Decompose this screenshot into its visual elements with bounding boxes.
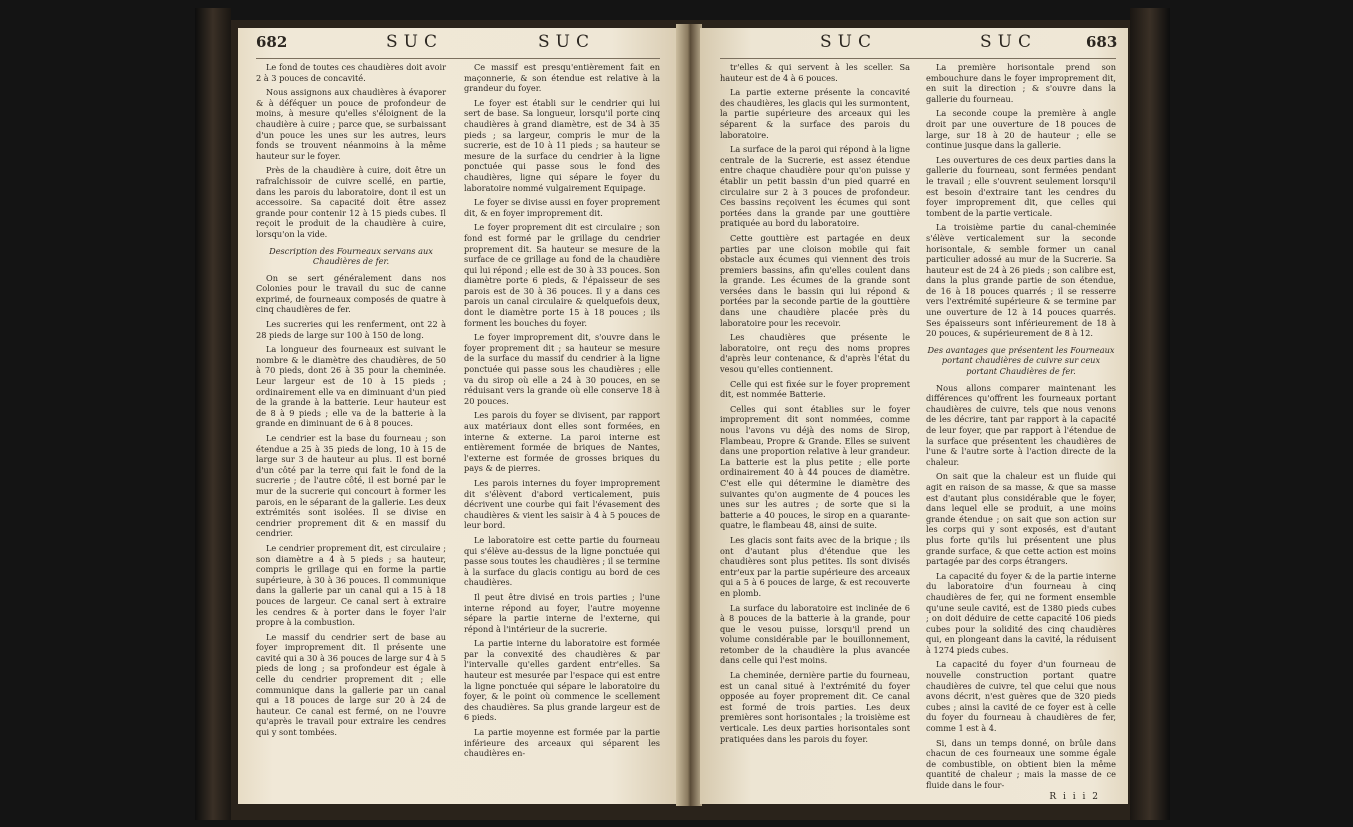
right-header-col2: SUC [980,32,1037,52]
right-page [700,28,1128,804]
right-column-1 [720,62,910,748]
paragraph: La partie interne du laboratoire est formée par la convexité des chaudières & par l'intervalle qu'elles gardent entr'elles. Sa hauteur est mesurée par l'espace qui est entre la ligne ponctuée qui sépare le laboratoire du foyer, & le point où commence le scellement des chaudières. Sa plus grande largeur est de 6 pieds. [464,638,660,723]
left-column-1 [256,62,446,742]
left-page-number: 682 [256,33,288,51]
paragraph: Il peut être divisé en trois parties ; l'une interne répond au foyer, l'autre moyenne sépare la partie interne de l'externe, qui répond à l'intérieur de la sucrerie. [464,591,660,634]
signature-mark: R i i i 2 [1049,792,1100,802]
left-column-2 [464,62,660,763]
paragraph: Les chaudières que présente le laboratoire, ont reçu des noms propres d'après leur contenance, & d'après l'état du vesou qu'elles contiennent. [720,332,910,375]
paragraph: Description des Fourneaux servans aux Chaudières de fer. [269,245,433,267]
paragraph: La capacité du foyer & de la partie interne du laboratoire d'un fourneau à cinq chaudières de fer, qui ne forment ensemble qu'une seule cavité, est de 1380 pieds cubes ; on doit déduire de cette capacité 106 pieds cubes pour la solidité des cinq chaudières qui, en plongeant dans la cavité, la réduisent à 1274 pieds cubes. [926,570,1116,655]
paragraph: Les parois du foyer se divisent, par rapport aux matériaux dont elles sont formées, en interne & externe. La paroi interne est entièrement formée de briques de Nantes, l'externe est formée de grosses briques du pays & de pierres. [464,410,660,474]
paragraph: La surface de la paroi qui répond à la ligne centrale de la Sucrerie, est assez étendue entre chaque chaudière pour qu'on puisse y établir un petit bassin d'un pied quarré en circulaire sur 2 à 3 pouces de profondeur. Ces bassins reçoivent les écumes qui sont portées dans la grande par une gouttière pratiquée au bord du laboratoire. [720,144,910,229]
right-page-number: 683 [1086,33,1118,51]
paragraph: La surface du laboratoire est inclinée de 6 à 8 pouces de la batterie à la grande, pour que le vesou puisse, lorsqu'il prend un volume considérable par le bouillonnement, retomber de la chaudière la plus avancée dans celle qui l'est moins. [720,602,910,666]
paragraph: Des avantages que présentent les Fourneaux portant chaudières de cuivre sur ceux portant Chaudières de fer. [927,344,1115,377]
book-edge-right [1130,8,1170,820]
left-page [238,28,678,804]
paragraph: Nous assignons aux chaudières à évaporer & à déféquer un pouce de profondeur de moins, à mesure qu'elles s'éloignent de la chaudière à cuire ; parce que, se surbaissant d'un pouce les unes sur les autres, leurs fonds se trouvent néanmoins à la même hauteur sur le foyer. [256,87,446,161]
paragraph: On se sert généralement dans nos Colonies pour le travail du suc de canne exprimé, de fourneaux composés de quatre à cinq chaudières de fer. [256,272,446,315]
paragraph: La première horisontale prend son embouchure dans le foyer improprement dit, en suit la direction ; & s'ouvre dans la gallerie du fourneau. [926,62,1116,104]
paragraph: La capacité du foyer d'un fourneau de nouvelle construction portant quatre chaudières de cuivre, tel que celui que nous avons décrit, n'est guères que de 320 pieds cubes ; ainsi la cavité de ce foyer est à celle du foyer du fourneau à chaudières de fer, comme 1 est à 4. [926,659,1116,734]
paragraph: Le fond de toutes ces chaudières doit avoir 2 à 3 pouces de concavité. [256,62,446,83]
paragraph: Ce massif est presqu'entièrement fait en maçonnerie, & son étendue est relative à la grandeur du foyer. [464,62,660,94]
left-header-rule [256,58,660,59]
right-header-col1: SUC [820,32,877,52]
right-column-2 [926,62,1116,795]
book-gutter [676,24,702,806]
paragraph: La cheminée, dernière partie du fourneau, est un canal situé à l'extrémité du foyer opposée au foyer proprement dit. Ce canal est formé de trois parties. Les deux premières sont horisontales ; la troisième est verticale. Les deux parties horisontales sont pratiquées dans les parois du foyer. [720,670,910,744]
paragraph: Si, dans un temps donné, on brûle dans chacun de ces fourneaux une somme égale de combustible, on obtient bien la même quantité de chaleur ; mais la masse de ce fluide dans le four- [926,737,1116,790]
book-edge-left [195,8,231,820]
paragraph: Le cendrier proprement dit, est circulaire ; son diamètre a 4 à 5 pieds ; sa hauteur, compris le grillage qui en forme la partie supérieure, à 30 à 36 pouces. Il communique dans la gallerie par un canal qui a 15 à 18 pouces de largeur. Ce canal sert à extraire les cendres & à porter dans le foyer l'air propre à la combustion. [256,542,446,628]
paragraph: La longueur des fourneaux est suivant le nombre & le diamètre des chaudières, de 50 à 70 pieds, dont 26 à 35 pour la cheminée. Leur largeur est de 10 à 15 pieds ; ordinairement elle va en diminuant d'un pied de la grande à la batterie. Leur hauteur est de 8 à 9 pieds ; elle va de la batterie à la grande en diminuant de 6 à 8 pouces. [256,344,446,429]
paragraph: Les glacis sont faits avec de la brique ; ils ont d'autant plus d'étendue que les chaudières sont plus petites. Ils sont divisés entr'eux par la partie supérieure des arceaux qui a 5 à 6 pouces de large, & est recouverte en plomb. [720,534,910,598]
paragraph: Le foyer se divise aussi en foyer proprement dit, & en foyer improprement dit. [464,197,660,218]
paragraph: Le foyer improprement dit, s'ouvre dans le foyer proprement dit ; sa hauteur se mesure de la surface du massif du cendrier à la ligne ponctuée qui passe sous les chaudières ; elle va du sirop où elle a 24 à 30 pouces, en se réduisant vers la grande où elle conserve 18 à 20 pouces. [464,332,660,406]
paragraph: La partie externe présente la concavité des chaudières, les glacis qui les surmontent, la partie supérieure des arceaux qui les séparent & la surface des parois du laboratoire. [720,87,910,140]
right-header-rule [720,58,1116,59]
paragraph: Le foyer est établi sur le cendrier qui lui sert de base. Sa longueur, lorsqu'il porte cinq chaudières à grand diamètre, est de 34 à 35 pieds ; sa largeur, compris le mur de la sucrerie, est de 10 à 11 pieds ; sa hauteur se mesure de la surface du cendrier à la ligne ponctuée qui passe sous le fond des chaudières, ligne qui sépare le foyer du laboratoire nommé vulgairement Equipage. [464,97,660,193]
paragraph: La troisième partie du canal-cheminée s'élève verticalement sur la seconde horisontale, & semble former un canal particulier adossé au mur de la Sucrerie. Sa hauteur est de 24 à 26 pieds ; son calibre est, dans la plus grande partie de son étendue, de 16 à 18 pouces quarrés ; il se resserre vers l'extrémité supérieure & se termine par une ouverture de 12 à 14 pouces quarrés. Ses épaisseurs sont inférieurement de 18 à 20 pouces, & supérieurement de 8 à 12. [926,222,1116,339]
paragraph: Les sucreries qui les renferment, ont 22 à 28 pieds de large sur 100 à 150 de long. [256,319,446,340]
paragraph: Près de la chaudière à cuire, doit être un rafraîchissoir de cuivre scellé, en partie, dans les parois du laboratoire, dont il est un accessoire. Sa capacité doit être assez grande pour contenir 12 à 15 pieds cubes. Il reçoit le produit de la chaudière à cuire, lorsqu'on la vide. [256,165,446,239]
paragraph: Les parois internes du foyer improprement dit s'élèvent d'abord verticalement, puis décrivent une courbe qui fait l'évasement des chaudières & vient les saisir à 4 à 5 pouces de leur bord. [464,477,660,531]
paragraph: tr'elles & qui servent à les sceller. Sa hauteur est de 4 à 6 pouces. [720,62,910,83]
paragraph: Celles qui sont établies sur le foyer improprement dit sont nommées, comme nous l'avons vu déjà des noms de Sirop, Flambeau, Propre & Grande. Elles se suivent dans une proportion relative à leur grandeur. La batterie est la plus petite ; elle porte ordinairement 40 à 44 pouces de diamètre. C'est elle qui détermine le diamètre des suivantes qu'on augmente de 4 pouces les unes sur les autres ; de sorte que si la batterie a 40 pouces, le sirop en a quarante-quatre, le flambeau 48, ainsi de suite. [720,403,910,531]
paragraph: La partie moyenne est formée par la partie inférieure des arceaux qui séparent les chaudières en- [464,727,660,759]
paragraph: Le foyer proprement dit est circulaire ; son fond est formé par le grillage du cendrier proprement dit. Sa hauteur se mesure de la surface de ce grillage au fond de la chaudière qui lui répond ; elle est de 30 à 33 pouces. Son diamètre porte 6 pieds, & l'épaisseur de ses parois est de 30 à 36 pouces. Il y a dans ces parois un canal circulaire & quelquefois deux, dont le diamètre porte 15 à 18 pouces ; ils forment les bouches du foyer. [464,222,660,328]
paragraph: Celle qui est fixée sur le foyer proprement dit, est nommée Batterie. [720,378,910,400]
left-header-col2: SUC [538,32,595,52]
paragraph: La seconde coupe la première à angle droit par une ouverture de 18 pouces de large, sur 18 à 20 de hauteur ; elle se continue jusque dans la gallerie. [926,108,1116,151]
paragraph: Les ouvertures de ces deux parties dans la gallerie du fourneau, sont fermées pendant le travail ; elle s'ouvrent seulement lorsqu'il est besoin d'extraire tant les cendres du foyer improprement dit, que celles qui tombent de la partie verticale. [926,154,1116,218]
paragraph: Le cendrier est la base du fourneau ; son étendue a 25 à 35 pieds de long, 10 à 15 de large sur 3 de hauteur au plus. Il est borné d'un côté par la terre qui fait le fond de la sucrerie ; de l'autre côté, il est borné par le mur de la sucrerie qui concourt à former les parois, en le séparant de la gallerie. Les deux extrémités sont isolées. Il se divise en cendrier proprement dit & en massif du cendrier. [256,433,446,539]
left-header-col1: SUC [386,32,443,52]
paragraph: On sait que la chaleur est un fluide qui agit en raison de sa masse, & que sa masse est d'autant plus considérable que le foyer, dans lequel elle se produit, a une moins grande étendue ; on sait que son action sur les corps qui y sont exposés, est d'autant plus forte qu'ils lui présentent une plus grande surface, & que cette action est moins partagée par des corps étrangers. [926,471,1116,567]
paragraph: Le massif du cendrier sert de base au foyer improprement dit. Il présente une cavité qui a 30 à 36 pouces de large sur 4 à 5 pieds de long ; sa profondeur est égale à celle du cendrier proprement dit ; elle communique dans la gallerie par un canal qui a 18 pouces de large sur 20 à 24 de hauteur. Ce canal est fermé, on ne l'ouvre qu'après le travail pour extraire les cendres qui y sont tombées. [256,631,446,738]
paragraph: Le laboratoire est cette partie du fourneau qui s'élève au-dessus de la ligne ponctuée qui passe sous toutes les chaudières ; il se termine à la surface du glacis contigu au bord de ces chaudières. [464,534,660,588]
paragraph: Cette gouttière est partagée en deux parties par une cloison mobile qui fait obstacle aux écumes qui viennent des trois premiers bassins, afin qu'elles coulent dans la grande. Les écumes de la grande sont versées dans le bassin qui lui répond & portées par la seconde partie de la gouttière dans une chaudière placée près du laboratoire pour les recevoir. [720,232,910,328]
paragraph: Nous allons comparer maintenant les différences qu'offrent les fourneaux portant chaudières de cuivre, tels que nous venons de les décrire, tant par rapport à la capacité de leur foyer, que par rapport à l'étendue de la surface que présentent les chaudières de l'une & l'autre sorte à l'action directe de la chaleur. [926,382,1116,467]
